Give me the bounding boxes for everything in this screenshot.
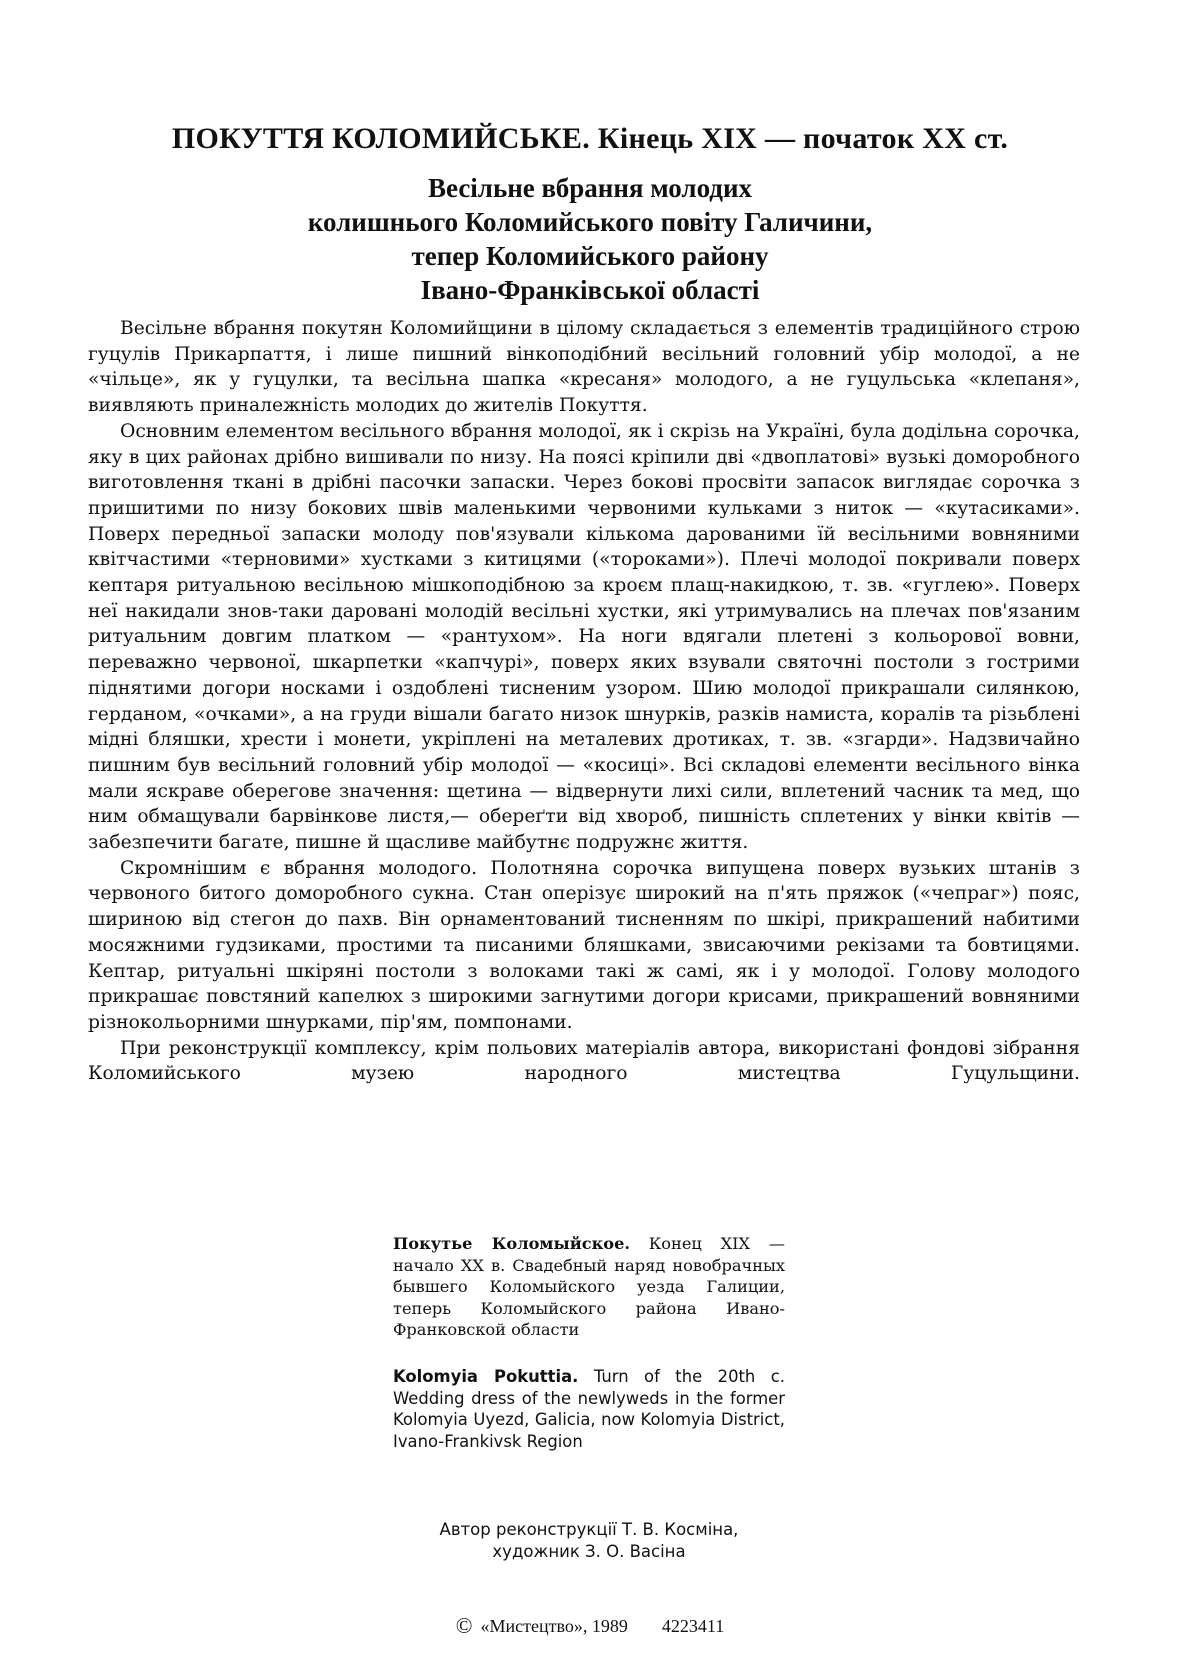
caption-russian-text: Конец XIX — начало XX в. Свадебный наряд новобрачных бывшего Коломыйского уезда Галиции, теперь Коломыйского района Ивано-Франковской области	[393, 1234, 785, 1339]
paragraph-2: Основним елементом весільного вбрання молодої, як і скрізь на Україні, була додільна сорочка, яку в цих районах дрібно вишивали по низу. На поясі кріпили дві «двоплатові» вузькі доморобного виготовлення ткані в дрібні пасочки запаски. Через бокові просвіти запасок виглядає сорочка з пришитими по низу бокових швів маленькими червоними кульками з ниток — «кутасиками». Поверх передньої запаски молоду пов'язували кількома дарованими їй весільними вовняними квітчастими «терновими» хустками з китицями («тороками»). Плечі молодої покривали поверх кептаря ритуальною весільною мішкоподібною за кроєм плащ-накидкою, т. зв. «гуглею». Поверх неї накидали знов-таки даровані молодій весільні хустки, які утримувались на плечах пов'язаним ритуальним довгим платком — «рантухом». На ноги вдягали плетені з кольорової вовни, переважно червоної, шкарпетки «капчурі», поверх яких взували святочні постоли з гострими піднятими догори носками і оздоблені тисненим узором. Шию молодої прикрашали силянкою, герданом, «очками», а на груди вішали багато низок шнурків, разків намиста, коралів та різьблені мідні бляшки, хрести і монети, укріплені на металевих дротиках, т. зв. «згарди». Надзвичайно пишним був весільний головний убір молодої — «косиці». Всі складові елементи весільного вінка мали яскраве оберегове значення: щетина — відвернути лихі сили, вплетений часник та мед, що ним обмащували барвінкове листя,— обереґти від хвороб, пишність сплетених у вінки квітів — забезпечити багате, пишне й щасливе майбутнє подружнє життя.	[88, 420, 1080, 854]
caption-english	[393, 1366, 785, 1452]
paragraph-3: Скромнішим є вбрання молодого. Полотняна сорочка випущена поверх вузьких штанів з червоного битого доморобного сукна. Стан оперізує широкий на п'ять пряжок («чепраг») пояс, шириною від стегон до пахв. Він орнаментований тисненням по шкірі, прикрашений набитими мосяжними гудзиками, простими та писаними бляшками, звисаючими рекізами та бовтицями. Кептар, ритуальні шкіряні постоли з волоками такі ж самі, як і у молодої. Голову молодого прикрашає повстяний капелюх з широкими загнутими догори крисами, прикрашений вовняними різнокольорними шнурками, пір'ям, помпонами.	[88, 857, 1080, 1033]
caption-russian-lead: Покутье Коломыйское.	[393, 1234, 631, 1253]
subtitle-line-4: Івано-Франківської області	[420, 275, 760, 305]
body-text	[88, 316, 1080, 1087]
subtitle-line-1: Весільне вбрання молодих	[428, 173, 752, 203]
copyright-number: 4223411	[661, 1616, 725, 1636]
subtitle-line-3: тепер Коломийського району	[411, 241, 769, 271]
credits	[393, 1519, 785, 1563]
caption-russian	[393, 1233, 785, 1341]
paragraph-4: При реконструкції комплексу, крім польових матеріалів автора, використані фондові зібрання Коломийського музею народного мистецтва Гуцульщини.	[88, 1037, 1080, 1085]
caption-english-text: Turn of the 20th c. Wedding dress of the newlyweds in the former Kolomyia Uyezd, Galicia, now Kolomyia District, Ivano-Frankivsk Region	[393, 1367, 786, 1451]
copyright-publisher: «Мистецтво», 1989	[480, 1616, 628, 1636]
caption-english-lead: Kolomyia Pokuttia.	[393, 1367, 579, 1386]
copyright-symbol: ©	[455, 1613, 473, 1638]
credit-artist: художник З. О. Васіна	[492, 1542, 686, 1561]
subtitle-line-2: колишнього Коломийського повіту Галичини,	[307, 207, 873, 237]
credit-author: Автор реконструкції Т. В. Косміна,	[439, 1520, 739, 1539]
copyright-line	[0, 1613, 1180, 1639]
main-title: ПОКУТТЯ КОЛОМИЙСЬКЕ. Кінець XIX — початок XX ст.	[171, 122, 1009, 155]
paragraph-1: Весільне вбрання покутян Коломийщини в цілому складається з елементів традиційного строю гуцулів Прикарпаття, і лише пишний вінкоподібний весільний головний убір молодої, а не «чільце», як у гуцулки, та весільна шапка «кресаня» молодого, а не гуцульська «клепаня», виявляють приналежність молодих до жителів Покуття.	[88, 318, 1080, 417]
